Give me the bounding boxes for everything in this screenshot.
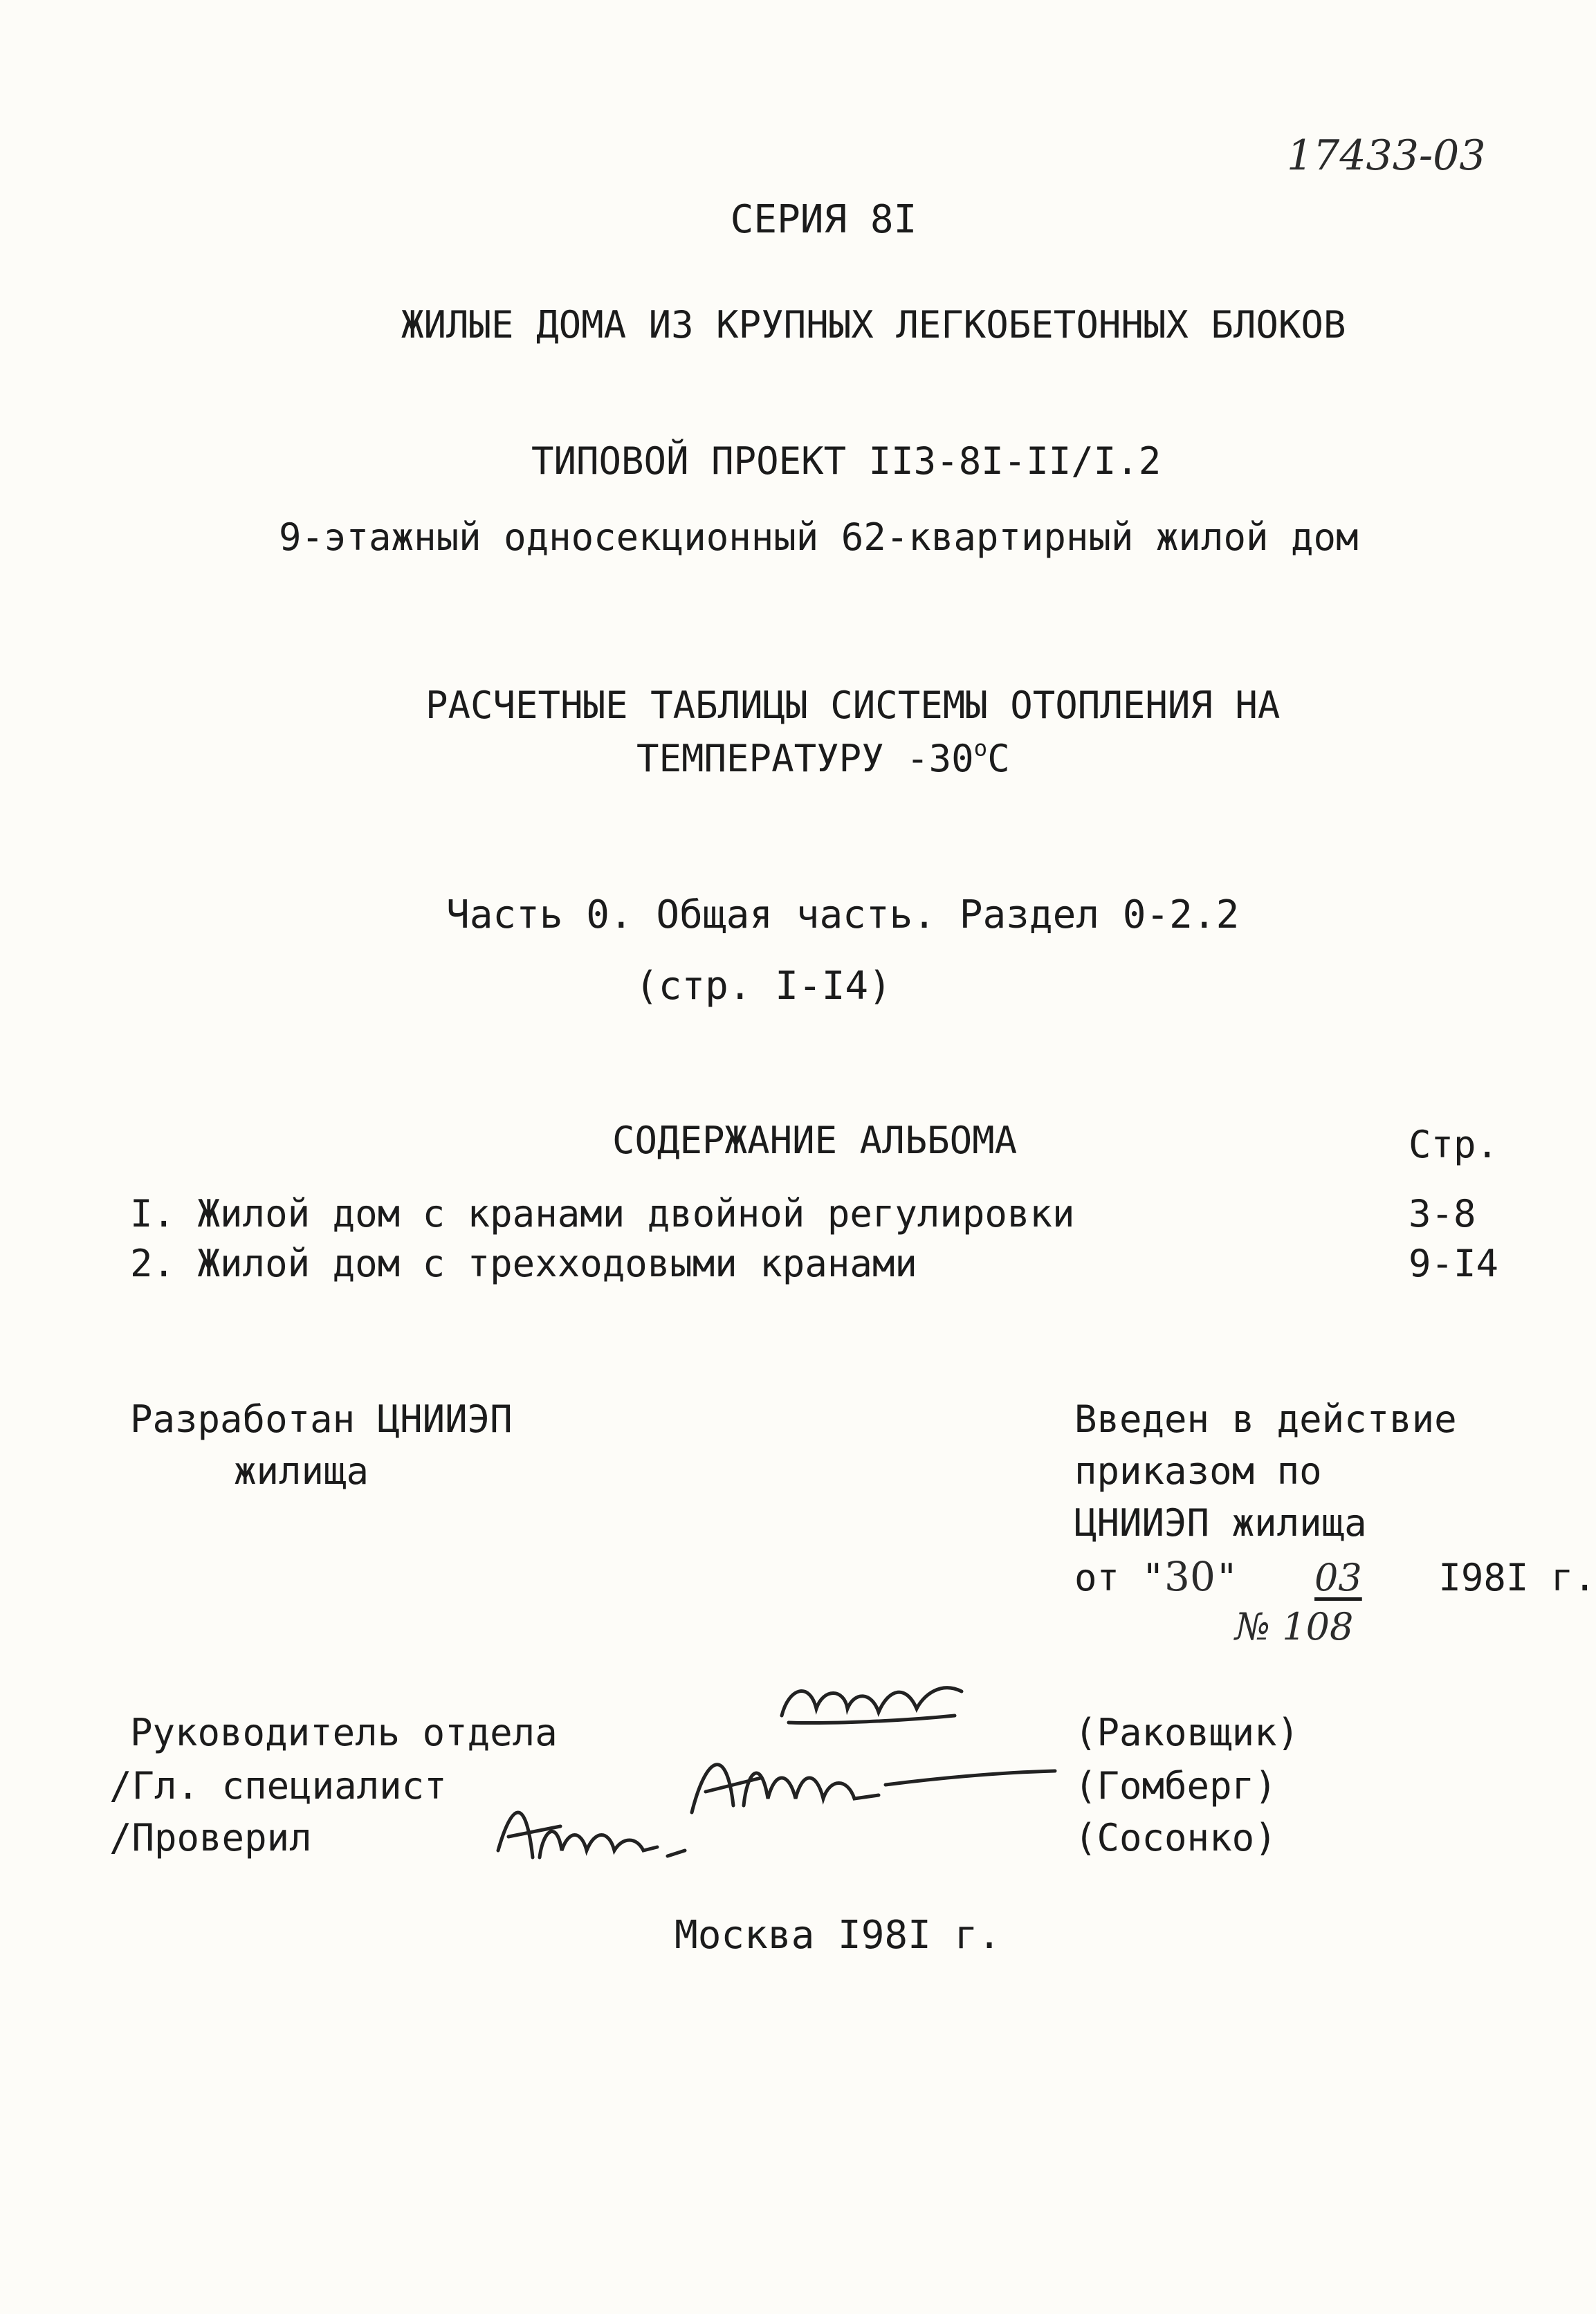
date-year: I98I г. [1438,1556,1596,1599]
project-title: ТИПОВОЙ ПРОЕКТ II3-8I-II/I.2 [531,439,1162,483]
enactment-date [1074,1553,1596,1600]
celsius-sign: С [987,737,1010,780]
contents-heading: СОДЕРЖАНИЕ АЛЬБОМА [612,1119,1018,1162]
part-line2: (стр. I-I4) [635,964,892,1009]
date-from: от " [1074,1556,1165,1599]
doc-title-line2-text: ТЕМПЕРАТУРУ -30 [636,737,974,780]
signature-sosonko-mark [484,1781,706,1878]
doc-title-line2 [636,735,1010,780]
signature-role: /Проверил [109,1816,312,1860]
doc-title-line1: РАСЧЕТНЫЕ ТАБЛИЦЫ СИСТЕМЫ ОТОПЛЕНИЯ НА [425,683,1281,727]
enactment-line1: Введен в действие [1074,1397,1457,1441]
date-quote: " [1215,1556,1238,1599]
enactment-line2: приказом по [1074,1449,1322,1493]
date-month-value: 03 [1314,1556,1362,1599]
enactment-line3: ЦНИИЭП жилища [1074,1501,1367,1545]
signature-name: (Гомберг) [1074,1764,1277,1808]
contents-page-col: Стр. [1409,1123,1499,1166]
contents-item-pages: 9-I4 [1409,1242,1499,1285]
developer-line1: Разработан ЦНИИЭП [130,1397,513,1441]
developer-line2: жилища [234,1449,369,1493]
date-day: 30 [1164,1553,1216,1600]
contents-item: I. Жилой дом с кранами двойной регулировки [130,1192,1075,1236]
signature-name: (Сосонко) [1074,1816,1277,1860]
signature-name: (Раковщик) [1074,1711,1300,1754]
signature-gomberg-mark [678,1729,1065,1840]
archive-number: 17433-03 [1287,131,1486,180]
project-description: 9-этажный односекционный 62-квартирный жилой дом [279,515,1359,559]
footer-city-year: Москва I98I г. [675,1913,1002,1958]
part-line1: Часть 0. Общая часть. Раздел 0-2.2 [446,892,1240,937]
degree-sign: о [973,735,988,762]
signature-role: Руководитель отдела [130,1711,558,1754]
contents-item: 2. Жилой дом с трехходовыми кранами [130,1242,917,1285]
date-month [1238,1556,1438,1599]
series-subtitle: ЖИЛЫЕ ДОМА ИЗ КРУПНЫХ ЛЕГКОБЕТОННЫХ БЛОКОВ [401,303,1346,347]
series-label: СЕРИЯ 8I [730,197,917,242]
order-number: № 108 [1235,1605,1354,1649]
contents-item-pages: 3-8 [1409,1192,1476,1236]
signature-role: /Гл. специалист [109,1764,447,1808]
